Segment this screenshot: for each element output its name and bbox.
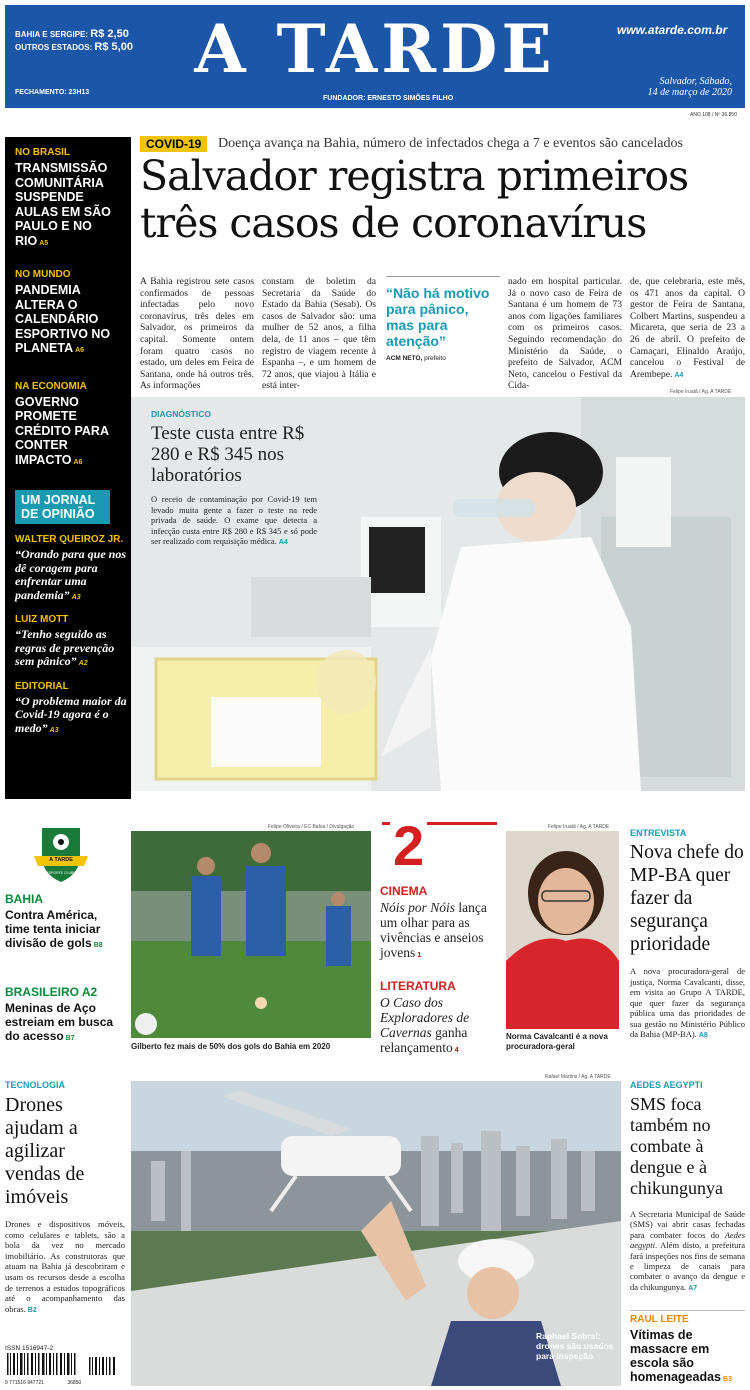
- pull-quote: “Não há motivo para pânico, mas para atenção” ACM NETO, prefeito: [386, 276, 500, 362]
- sidebar-section[interactable]: [5, 381, 131, 471]
- photo-credit: Felipe Oliveira / EC Bahia / Divulgação: [268, 824, 355, 830]
- opinion-item[interactable]: [5, 614, 131, 671]
- section-2-marker: 2: [382, 822, 497, 877]
- price-other: OUTROS ESTADOS: R$ 5,00: [15, 41, 133, 53]
- opinion-item[interactable]: [5, 681, 131, 738]
- sidebar-headline: PANDEMIA ALTERA O CALENDÁRIO ESPORTIVO NO PLANETA A6: [15, 283, 111, 355]
- sidebar-headline: TRANSMISSÃO COMUNITÁRIA SUSPENDE AULAS EM SÃO PAULO E NO RIO A5: [15, 161, 111, 248]
- football-training-illustration: [131, 831, 371, 1038]
- opinion-item[interactable]: [5, 534, 131, 604]
- lead-column-4: nado em hospital particular. Já o novo caso de Feira de Santana é um homem de 73 anos com ligações familiares com os primeiros casos. Seguindo recomendação do Ministério da Saúde, o prefeito de Salvador, ACM Neto, cancelou o Festival da Cida-: [508, 276, 622, 392]
- photo-credit: Felipe Iruatã / Ag. A TARDE: [548, 824, 610, 830]
- barcode: ISSN 1516947-2 9 771516 947721 36850: [5, 1345, 125, 1385]
- opinion-author: EDITORIAL: [15, 680, 69, 692]
- covid-tag: COVID-19: [140, 136, 207, 152]
- founder-line: FUNDADOR: ERNESTO SIMÕES FILHO: [323, 95, 454, 102]
- sports-club-logo: A TARDE ESPORTE CLUBE: [30, 826, 92, 884]
- diagnostic-text: [151, 409, 341, 549]
- lead-headline[interactable]: Salvador registra primeiros três casos de coronavírus: [140, 152, 689, 247]
- opinion-banner: UM JORNAL DE OPINIÃO: [15, 490, 110, 524]
- sidebar-section[interactable]: [5, 147, 131, 251]
- drone-caption: Raphael Sobral: drones são usados para inspeção: [536, 1331, 614, 1361]
- portrait-illustration: [506, 831, 619, 1029]
- football-photo[interactable]: [131, 831, 371, 1038]
- lead-column-1: A Bahia registrou sete casos confirmados de pessoas infectadas pelo novo coronavírus, três deles em Salvador, os primeiros da capital. Somente ontem foram quatro casos no estado, um deles em Feira de Santana, onde há outros três. As informações: [140, 276, 254, 392]
- sidebar-headline: GOVERNO PROMETE CRÉDITO PARA CONTER IMPACTO A6: [15, 394, 109, 467]
- sidebar-section[interactable]: [5, 269, 131, 359]
- raul-story[interactable]: RAUL LEITE Vítimas de massacre em escola são homenageadas B3: [630, 1310, 745, 1387]
- opinion-quote: “Orando para que nos dê coragem para enfrentar uma pandemia” A3: [15, 547, 127, 602]
- portrait-photo[interactable]: [506, 831, 619, 1029]
- football-caption: Gilberto fez mais de 50% dos gols do Bahia em 2020: [131, 1042, 331, 1051]
- diagnostic-photo[interactable]: [131, 397, 745, 791]
- sidebar: [5, 137, 131, 799]
- section-label: NO BRASIL: [15, 147, 70, 158]
- section-label: NA ECONOMIA: [15, 380, 87, 392]
- culture-item[interactable]: LITERATURA O Caso dos Exploradores de Cavernas ganha relançamento 4: [380, 979, 470, 1055]
- sports-item[interactable]: BAHIA Contra América, time tenta iniciar divisão de gols B8: [5, 892, 103, 950]
- opinion-quote: “Tenho seguido as regras de prevenção sem pânico” A2: [15, 627, 115, 668]
- opinion-author: LUIZ MOTT: [15, 614, 69, 625]
- lead-kicker: Doença avança na Bahia, número de infectados chega a 7 e eventos são cancelados: [218, 136, 683, 151]
- diagnostic-body: O receio de contaminação por Covid-19 tem levado muita gente a fazer o teste na rede privada de saúde. O exame que detecta a infecção custa entre R$ 280 e R$ 345 e só pode ser realizado com requisição médica. A4: [151, 494, 317, 546]
- opinion-author: WALTER QUEIROZ JR.: [15, 534, 124, 545]
- barcode-icon: [5, 1353, 125, 1375]
- shield-icon: [30, 826, 92, 884]
- closing-time: FECHAMENTO: 23H13: [15, 89, 90, 96]
- section-label: NO MUNDO: [15, 269, 71, 280]
- tech-story[interactable]: TECNOLOGIA Drones ajudam a agilizar vendas de imóveis Drones e dispositivos móveis, como celulares e tablets, são a bola da vez no mercado imobiliário. As construtoras que atuam na Bahia já descobriram e usam os recursos desde a escolha de terrenos a estudos topográficos até o acompanhamento das obras. B2: [5, 1080, 125, 1314]
- photo-credit: Felipe Iruatã / Ag. A TARDE: [670, 389, 732, 395]
- culture-item[interactable]: CINEMA Nóis por Nóis lança um olhar para as vivências e anseios jovens 1: [380, 884, 487, 960]
- opinion-quote: “O problema maior da Covid-19 agora é o medo” A3: [15, 693, 127, 735]
- lead-column-5: de, que celebraria, este mês, os 471 anos da capital. O gestor de Feira de Santana, Colbert Martins, suspendeu a Micareta, que seria de 23 a 26 de abril. O prefeito de Camaçari, Elinaldo Araújo, cancelou o Festival de Arembepe. A4: [630, 276, 745, 380]
- newspaper-logo[interactable]: A TARDE: [194, 10, 556, 88]
- drone-photo[interactable]: [131, 1081, 621, 1386]
- masthead: [5, 5, 745, 108]
- diagnostic-headline: Teste custa entre R$ 280 e R$ 345 nos laboratórios: [151, 423, 305, 486]
- edition-number: ANO 108 / Nº 36.850: [690, 112, 737, 118]
- dateline: Salvador, Sábado, 14 de março de 2020: [647, 76, 732, 98]
- sports-item[interactable]: BRASILEIRO A2 Meninas de Aço estreiam em busca do acesso B7: [5, 985, 114, 1043]
- website-link[interactable]: www.atarde.com.br: [617, 23, 728, 37]
- diagnostic-label: DIAGNÓSTICO: [151, 409, 211, 419]
- portrait-caption: Norma Cavalcanti é a nova procuradora-geral: [506, 1032, 608, 1051]
- lead-column-2: constam de boletim da Secretaria da Saúde do Estado da Bahia (Sesab). Os casos de Salvador são: uma mulher de 52 anos, a filha dela, de 11 anos – que têm registro de viagem recente à Espanha –, e um homem de 72 anos, que viajou à Itália e está inter-: [262, 276, 376, 392]
- price-bahia: BAHIA E SERGIPE: R$ 2,50: [15, 28, 129, 40]
- aedes-story[interactable]: AEDES AEGYPTI SMS foca também no combate à dengue e à chikungunya A Secretaria Municipal de Saúde (SMS) vai abrir casas fechadas para combater focos do Aedes aegypti. Além disto, a prefeitura fará inspeções nos fins de semana e limpeza de canais para combater o avanço da dengue e da chikungunya. A7: [630, 1080, 745, 1292]
- photo-credit: Rafael Martins / Ag. A TARDE: [545, 1074, 611, 1080]
- interview-story[interactable]: ENTREVISTA Nova chefe do MP-BA quer fazer da segurança prioridade A nova procuradora-geral de justiça, Norma Cavalcanti, disse, em visita ao Grupo A TARDE, que quer fazer da segurança pública uma das prioridades de sua gestão no Ministério Público da Bahia (MP-BA). A8: [630, 828, 745, 1039]
